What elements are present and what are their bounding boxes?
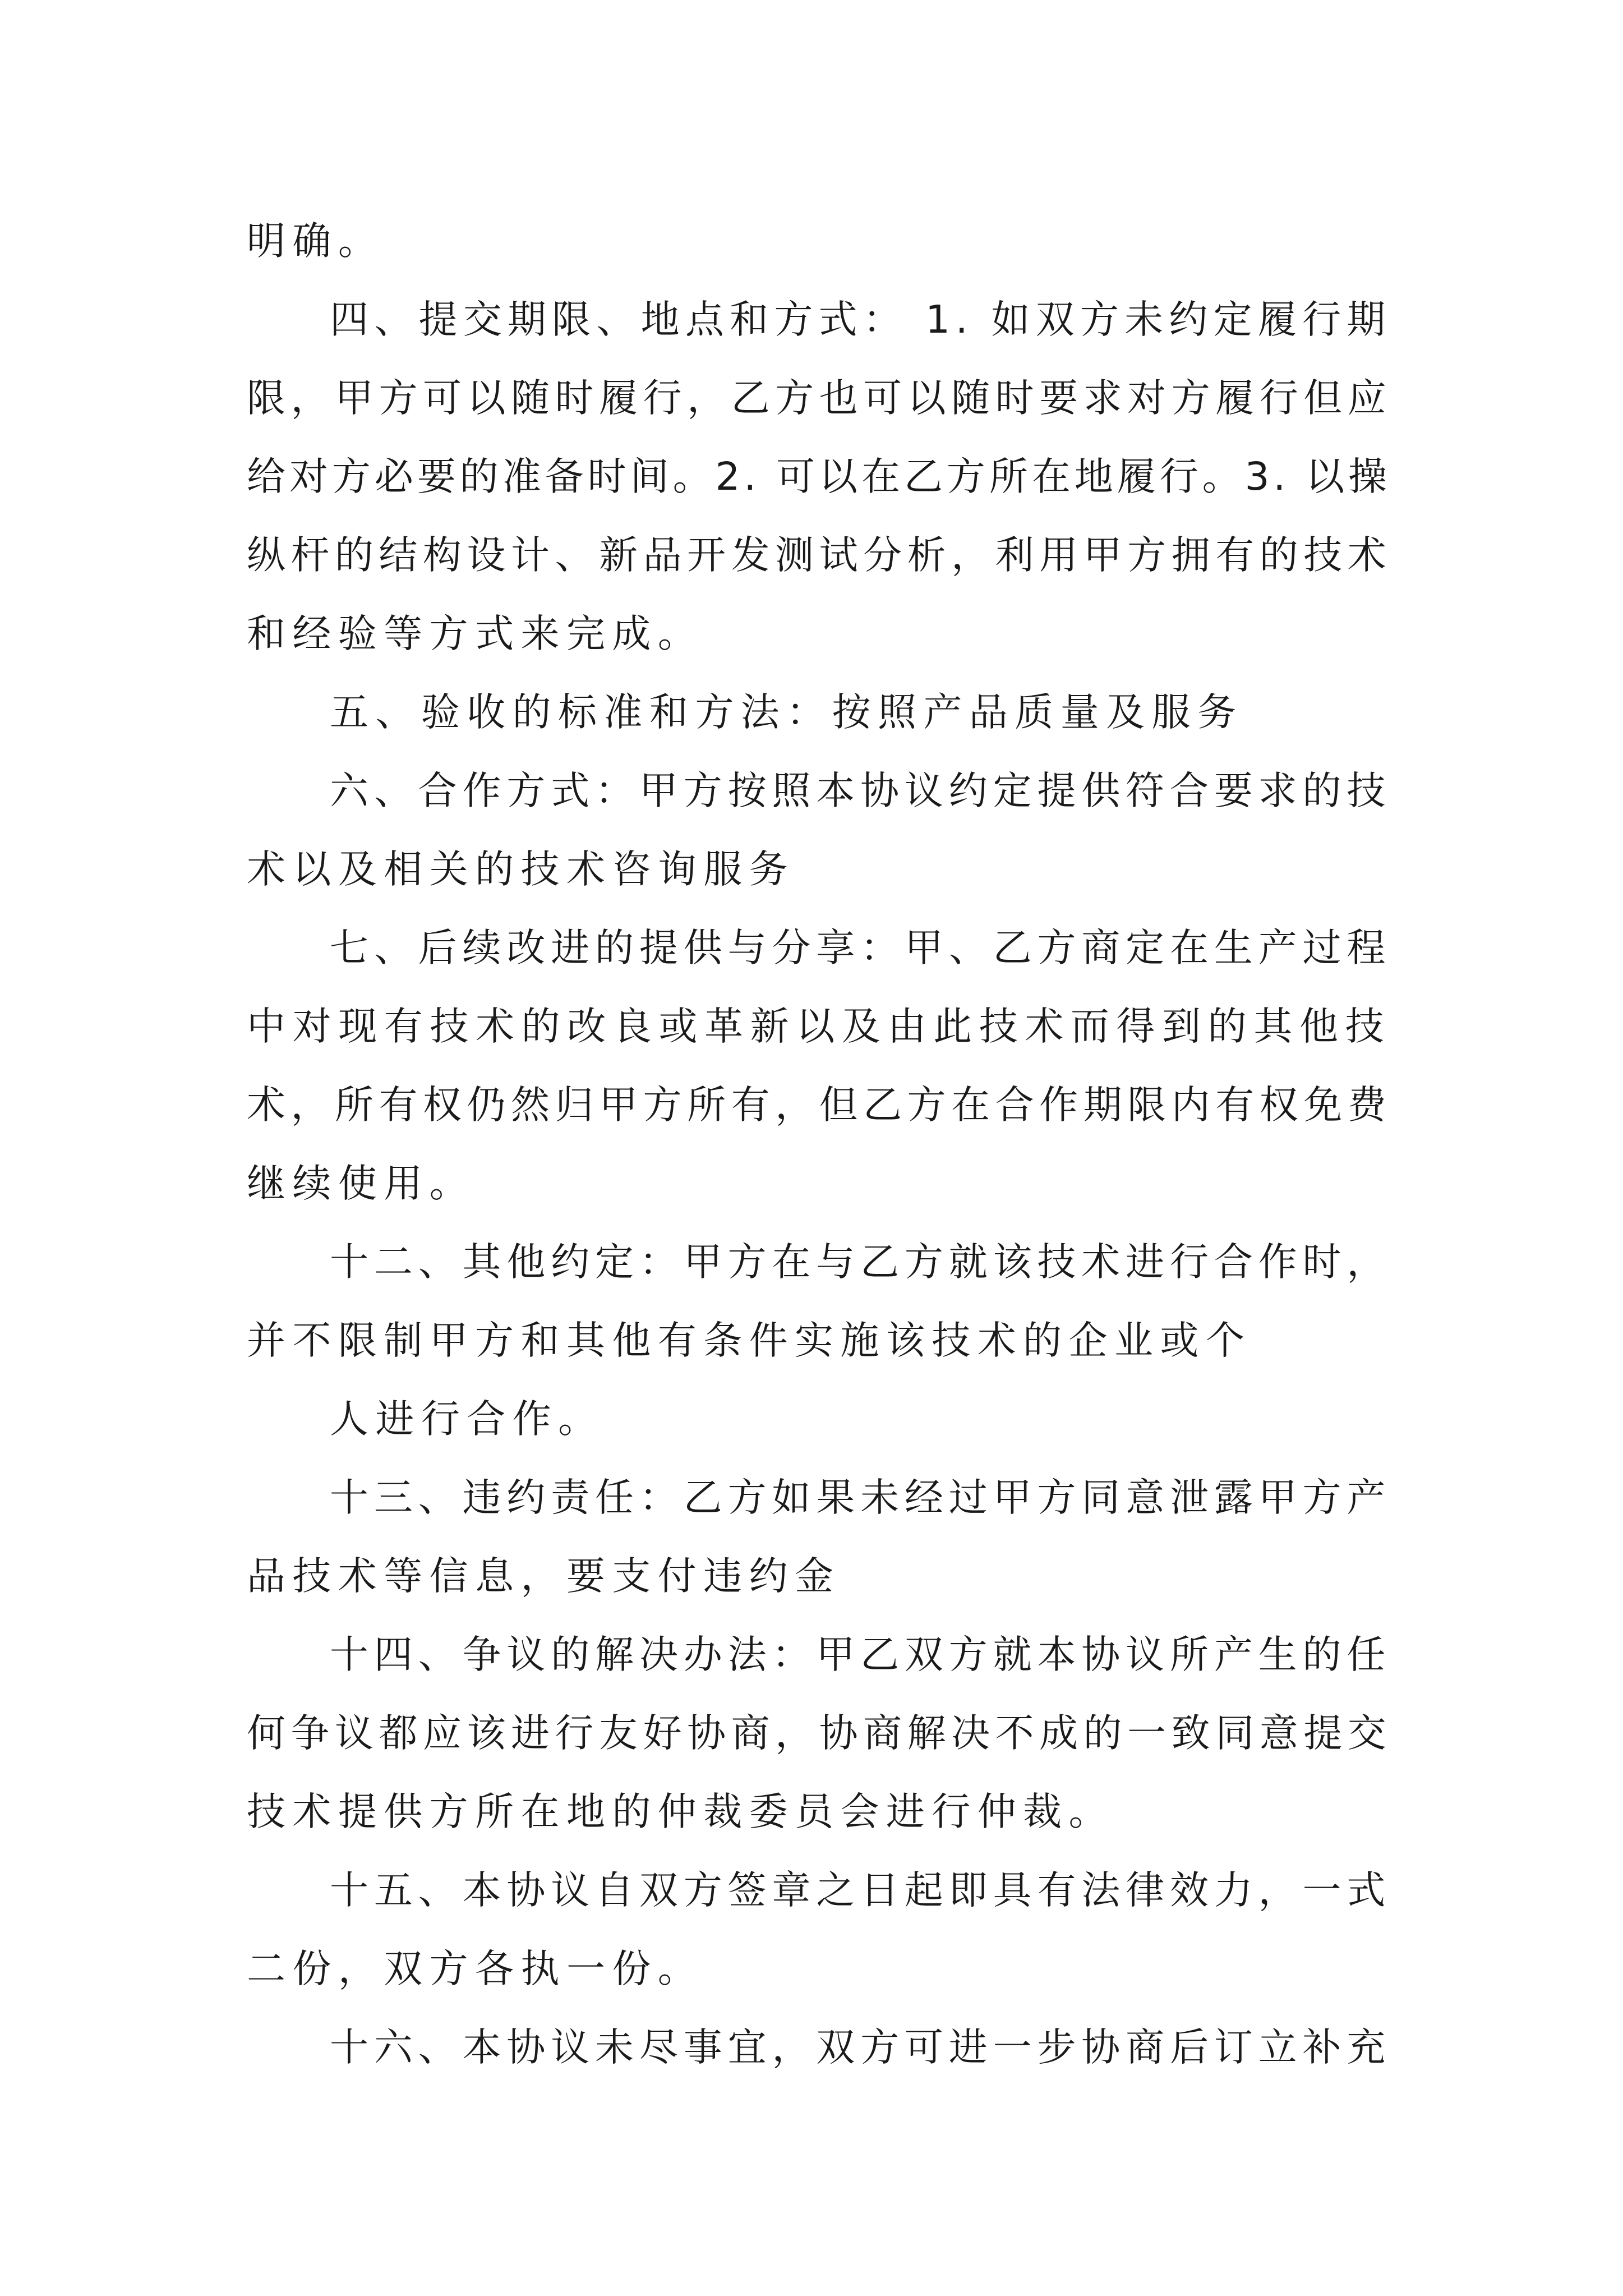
paragraph-heading-line: 十二、其他约定：甲方在与乙方就该技术进行合作时，: [330, 1240, 1391, 1285]
text-line: 继续使用。: [247, 1161, 476, 1206]
text-line: 术以及相关的技术咨询服务: [247, 847, 795, 892]
paragraph-heading-line: 六、合作方式：甲方按照本协议约定提供符合要求的技: [330, 769, 1391, 813]
text-line: 并不限制甲方和其他有条件实施该技术的企业或个: [247, 1318, 1252, 1363]
text-line: 人进行合作。: [330, 1397, 604, 1442]
text-line: 限，甲方可以随时履行，乙方也可以随时要求对方履行但应: [247, 376, 1391, 421]
paragraph-heading-line: 十四、争议的解决办法：甲乙双方就本协议所产生的任: [330, 1632, 1391, 1677]
text-line: 纵杆的结构设计、新品开发测试分析，利用甲方拥有的技术: [247, 533, 1391, 578]
text-line: 给对方必要的准备时间。2. 可以在乙方所在地履行。3. 以操: [247, 454, 1391, 499]
text-line: 何争议都应该进行友好协商，协商解决不成的一致同意提交: [247, 1711, 1391, 1756]
text-line: 二份，双方各执一份。: [247, 1947, 704, 1991]
paragraph-heading-line: 七、后续改进的提供与分享：甲、乙方商定在生产过程: [330, 926, 1391, 970]
text-line: 术，所有权仍然归甲方所有，但乙方在合作期限内有权免费: [247, 1083, 1391, 1128]
text-line: 技术提供方所在地的仲裁委员会进行仲裁。: [247, 1789, 1114, 1834]
text-line: 品技术等信息，要支付违约金: [247, 1554, 841, 1599]
paragraph-heading-line: 四、提交期限、地点和方式： 1. 如双方未约定履行期: [330, 297, 1391, 342]
paragraph-heading-line: 十三、违约责任：乙方如果未经过甲方同意泄露甲方产: [330, 1475, 1391, 1520]
paragraph-heading-line: 十五、本协议自双方签章之日起即具有法律效力，一式: [330, 1868, 1391, 1913]
paragraph-heading-line: 十六、本协议未尽事宜，双方可进一步协商后订立补充: [330, 2025, 1391, 2070]
text-line: 中对现有技术的改良或革新以及由此技术而得到的其他技: [247, 1004, 1391, 1049]
text-line: 明确。: [247, 219, 384, 264]
paragraph-heading-line: 五、验收的标准和方法：按照产品质量及服务: [330, 690, 1243, 735]
text-line: 和经验等方式来完成。: [247, 611, 704, 656]
